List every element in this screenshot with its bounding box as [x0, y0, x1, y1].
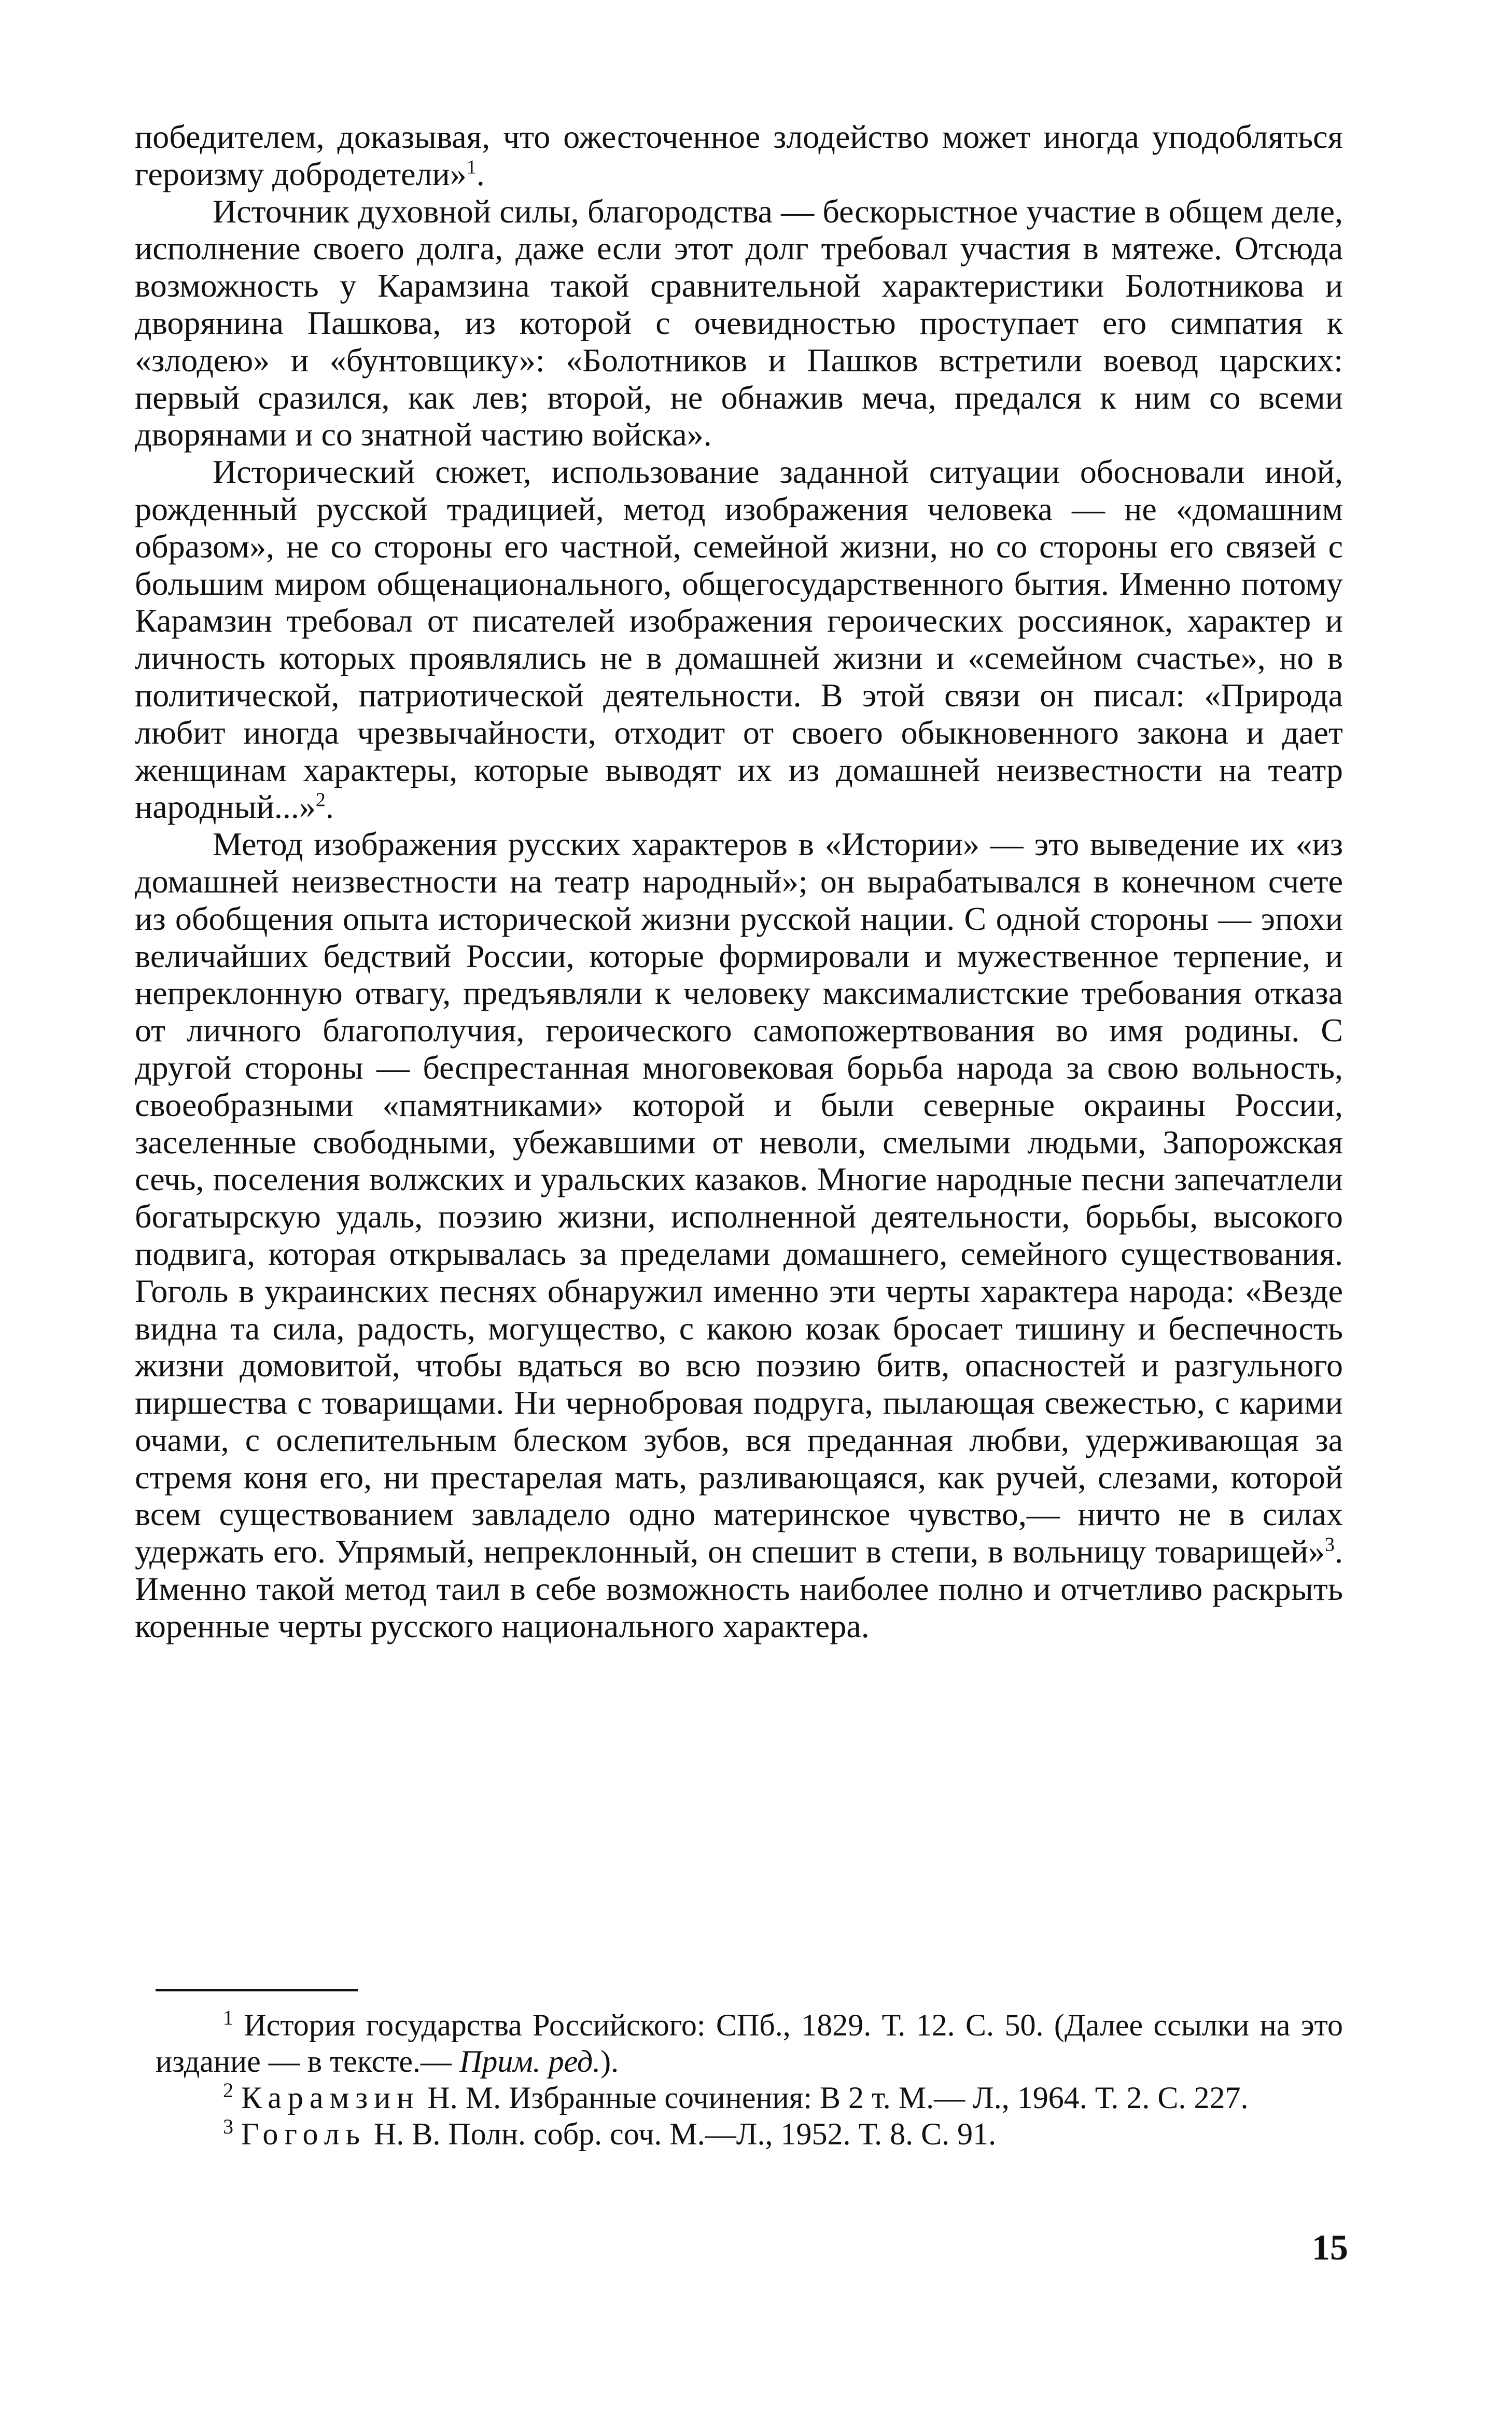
footnotes — [156, 2007, 1343, 2152]
paragraph-1-end: . — [476, 155, 485, 192]
footnote-ref-1[interactable]: 1 — [466, 156, 477, 178]
footnote-3 — [156, 2116, 1343, 2152]
footnote-2-author: Карамзин — [241, 2081, 420, 2115]
paragraph-2: Источник духовной силы, благородства — бескорыстное участие в общем деле, исполнение своего долга, даже если этот долг требовал участия в мятеже. Отсюда возможность у Карамзина такой сравнительной характеристики Болотникова и дворянина Пашкова, из которой с очевидностью проступает его симпатия к «злодею» и «бунтовщику»: «Болотников и Пашков встретили воевод царских: первый сразился, как лев; второй, не обнажив меча, предался к ним со всеми дворянами и со знатной частию войска». — [135, 192, 1343, 453]
paragraph-1-text: победителем, доказывая, что ожесточенное злодейство может иногда уподобляться героизму добродетели» — [135, 118, 1343, 192]
footnote-1-italic: Прим. ред. — [459, 2044, 601, 2079]
footnote-1 — [156, 2007, 1343, 2080]
footnote-1-number: 1 — [223, 2006, 233, 2029]
paragraph-4 — [135, 826, 1343, 1645]
footnote-3-author: Гоголь — [241, 2117, 367, 2151]
paragraph-1 — [135, 118, 1343, 193]
footnote-3-number: 3 — [223, 2115, 233, 2138]
footnote-1-tail: ). — [600, 2044, 619, 2079]
footnote-2-number: 2 — [223, 2079, 233, 2102]
footnote-2 — [156, 2080, 1343, 2116]
footnote-ref-2[interactable]: 2 — [315, 789, 326, 812]
paragraph-3-end: . — [325, 788, 334, 826]
footnote-2-text: Н. М. Избранные сочинения: В 2 т. М.— Л., 1964. Т. 2. С. 227. — [427, 2081, 1249, 2115]
footnote-1-text: История государства Российского: СПб., 1829. Т. 12. С. 50. (Далее ссылки на это издание — в тексте.— — [156, 2008, 1343, 2079]
footnote-3-text: Н. В. Полн. собр. соч. М.—Л., 1952. Т. 8. С. 91. — [374, 2117, 997, 2151]
page-number: 15 — [1312, 2228, 1348, 2268]
main-text — [135, 118, 1343, 1645]
paragraph-3 — [135, 453, 1343, 826]
footnote-divider — [156, 1989, 358, 1991]
paragraph-4-end: . — [1335, 1533, 1343, 1570]
paragraph-3-text: Исторический сюжет, использование заданной ситуации обосновали иной, рожденный русской традицией, метод изображения человека — не «домашним образом», не со стороны его частной, семейной жизни, но со стороны его связей с большим миром общенационального, общегосударственного бытия. Именно потому Карамзин требовал от писателей изображения героических россиянок, характер и личность которых проявлялись не в домашней жизни и «семейном счастье», но в политической, патриотической деятельности. В этой связи он писал: «Природа любит иногда чрезвычайности, отходит от своего обыкновенного закона и дает женщинам характеры, которые выводят их из домашней неизвестности на театр народный...» — [135, 453, 1343, 826]
footnote-ref-3[interactable]: 3 — [1325, 1533, 1335, 1556]
paragraph-4-text: Метод изображения русских характеров в «Истории» — это выведение их «из домашней неизвестности на театр народный»; он вырабатывался в конечном счете из обобщения опыта исторической жизни русской нации. С одной стороны — эпохи величайших бедствий России, которые формировали и мужественное терпение, и непреклонную отвагу, предъявляли к человеку максималистские требования отказа от личного благополучия, героического самопожертвования во имя родины. С другой стороны — беспрестанная многовековая борьба народа за свою вольность, своеобразными «памятниками» которой и были северные окраины России, заселенные свободными, убежавшими от неволи, смелыми людьми, Запорожская сечь, поселения волжских и уральских казаков. Многие народные песни запечатлели богатырскую удаль, поэзию жизни, исполненной деятельности, борьбы, высокого подвига, которая открывалась за пределами домашнего, семейного существования. Гоголь в украинских песнях обнаружил именно эти черты характера народа: «Везде видна та сила, радость, могущество, с какою козак бросает тишину и беспечность жизни домовитой, чтобы вдаться во всю поэзию битв, опасностей и разгульного пиршества с товарищами. Ни чернобровая подруга, пылающая свежестью, с карими очами, с ослепительным блеском зубов, вся преданная любви, удерживающая за стремя коня его, ни престарелая мать, разливающаяся, как ручей, слезами, которой всем существованием завладело одно материнское чувство,— ничто не в силах удержать его. Упрямый, непреклонный, он спешит в степи, в вольницу товарищей» — [135, 826, 1343, 1570]
paragraph-5: Именно такой метод таил в себе возможность наиболее полно и отчетливо раскрыть коренные черты русского национального характера. — [135, 1570, 1343, 1644]
